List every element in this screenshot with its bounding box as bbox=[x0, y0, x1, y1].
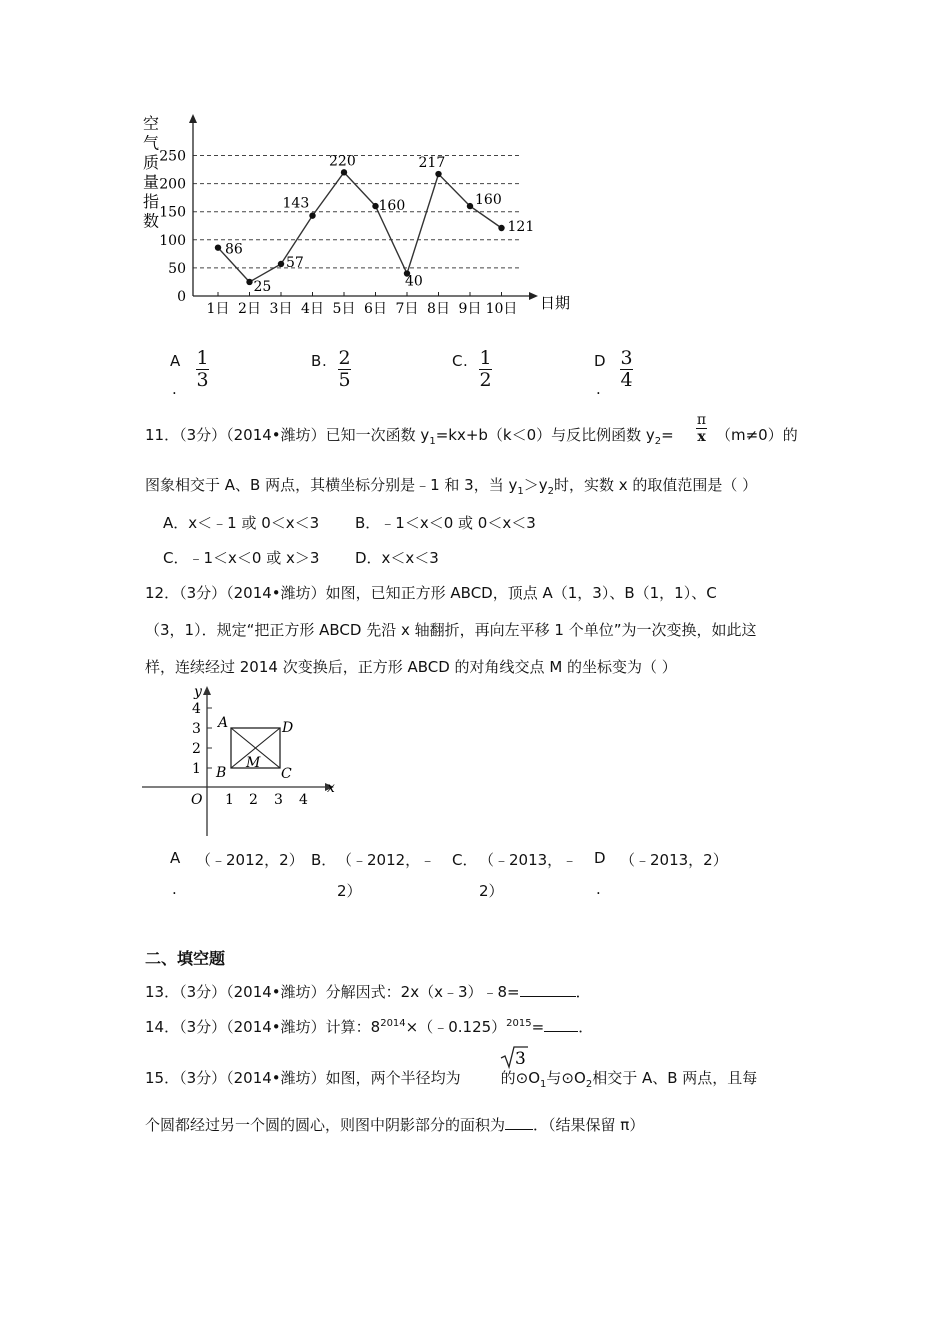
q15-text-end: ．（结果保留 π） bbox=[533, 1116, 645, 1134]
data-point bbox=[246, 279, 252, 285]
q15-sub: 2 bbox=[585, 1079, 593, 1090]
q15-line1 bbox=[145, 1067, 757, 1090]
q11-text: =kx+b（k＜0）与反比例函数 y bbox=[435, 426, 655, 444]
q11-option-a[interactable]: A．x＜﹣1 或 0＜x＜3 bbox=[163, 514, 320, 532]
q14-line bbox=[145, 1016, 593, 1037]
data-point bbox=[341, 169, 347, 175]
q11-sub: 2 bbox=[654, 436, 662, 447]
q12-option-b-value-1[interactable]: （﹣2012，﹣ bbox=[337, 851, 436, 869]
series-line bbox=[218, 172, 502, 282]
x-tick-label: 6日 bbox=[364, 301, 387, 317]
q15-text: 15．（3分）（2014•潍坊）如图，两个半径均为 bbox=[145, 1069, 461, 1087]
q15-text: 与⊙O bbox=[546, 1069, 586, 1087]
q12-stem-line2: （3，1）．规定“把正方形 ABCD 先沿 x 轴翻折，再向左平移 1 个单位”为一次变换，如此这 bbox=[145, 621, 757, 639]
q10-option-c-dot: . bbox=[463, 352, 468, 370]
q12-option-c-label[interactable]: C． bbox=[452, 851, 478, 869]
y-axis-label-char: 质 bbox=[142, 153, 160, 172]
q11-option-d[interactable]: D．x＜x＜3 bbox=[355, 549, 439, 567]
q14-answer-blank[interactable] bbox=[544, 1017, 578, 1032]
x-tick-label: 10日 bbox=[485, 301, 518, 317]
numerator: 2 bbox=[338, 347, 351, 369]
y-axis-label-char: 数 bbox=[142, 211, 160, 231]
q14-text: = bbox=[531, 1018, 545, 1036]
q10-option-c-letter[interactable]: C bbox=[452, 352, 463, 370]
q15-text: 相交于 A、B 两点，且每 bbox=[592, 1069, 758, 1087]
data-label: 217 bbox=[418, 155, 446, 172]
q10-option-c-fraction bbox=[479, 348, 492, 391]
x-axis-label: x bbox=[327, 780, 335, 796]
numerator: π bbox=[696, 412, 707, 428]
y-axis-label-char: 指 bbox=[142, 192, 160, 211]
q14-exponent: 2015 bbox=[506, 1018, 532, 1029]
q13-line bbox=[145, 981, 591, 1002]
q14-text: 14．（3分）（2014•潍坊）计算：8 bbox=[145, 1018, 381, 1036]
q10-option-d-dot: . bbox=[596, 380, 601, 398]
x-tick-label: 3日 bbox=[269, 301, 293, 317]
point-c-label: C bbox=[281, 766, 292, 782]
q15-text: 的⊙O bbox=[500, 1069, 541, 1087]
point-b-label: B bbox=[216, 765, 227, 781]
q11-text: 时，实数 x 的取值范围是（ ） bbox=[554, 476, 758, 494]
q13-answer-blank[interactable] bbox=[520, 982, 576, 997]
q14-exponent: 2014 bbox=[380, 1018, 406, 1029]
y-tick-label: 3 bbox=[192, 721, 201, 737]
y-tick-label: 1 bbox=[192, 761, 201, 777]
x-tick-label: 3 bbox=[274, 792, 283, 808]
q10-option-a-dot: . bbox=[172, 380, 177, 398]
denominator: x bbox=[697, 429, 706, 445]
data-label: 160 bbox=[475, 192, 502, 209]
data-label: 86 bbox=[225, 241, 243, 258]
y-axis-label-char: 气 bbox=[142, 133, 160, 153]
q15-text: 个圆都经过另一个圆的圆心，则图中阴影部分的面积为 bbox=[145, 1116, 506, 1134]
y-axis-label: y bbox=[194, 684, 202, 700]
y-axis-arrow bbox=[203, 686, 211, 695]
q12-option-a-letter[interactable]: A bbox=[170, 849, 181, 867]
q12-option-c-value-2[interactable]: 2） bbox=[479, 882, 504, 900]
q11-sub: 1 bbox=[429, 436, 436, 447]
q10-option-d-fraction bbox=[620, 348, 633, 391]
q14-text: ×（﹣0.125） bbox=[405, 1018, 507, 1036]
data-point bbox=[435, 171, 441, 177]
q10-option-d-letter[interactable]: D bbox=[594, 352, 606, 370]
y-tick-label: 250 bbox=[159, 148, 186, 165]
q11-text: 11．（3分）（2014•潍坊）已知一次函数 y bbox=[145, 426, 430, 444]
q12-stem-line3: 样，连续经过 2014 次变换后，正方形 ABCD 的对角线交点 M 的坐标变为（ ） bbox=[145, 658, 677, 676]
y-axis-label-char: 量 bbox=[142, 172, 160, 192]
q11-stem-line2 bbox=[145, 474, 757, 497]
x-axis-label: 日期 bbox=[540, 294, 571, 312]
data-labels bbox=[225, 153, 534, 295]
x-tick-label: 2 bbox=[249, 792, 258, 808]
numerator: 1 bbox=[479, 347, 492, 369]
data-point bbox=[215, 244, 221, 250]
data-label: 160 bbox=[378, 198, 406, 215]
y-tick-label: 4 bbox=[192, 701, 201, 717]
y-tick-label: 2 bbox=[192, 741, 201, 757]
y-tick-label: 0 bbox=[177, 289, 186, 305]
x-tick-label: 4 bbox=[299, 792, 308, 808]
q11-option-c[interactable]: C．﹣1＜x＜0 或 x＞3 bbox=[163, 549, 320, 567]
y-tick-label: 100 bbox=[159, 232, 186, 249]
q13-text: 13．（3分）（2014•潍坊）分解因式：2x（x﹣3）﹣8= bbox=[145, 983, 520, 1001]
y-axis-label-char: 空 bbox=[142, 114, 160, 133]
x-tick-label: 8日 bbox=[427, 301, 450, 317]
q11-text: 图象相交于 A、B 两点，其横坐标分别是﹣1 和 3，当 y bbox=[145, 476, 518, 494]
data-label: 121 bbox=[507, 218, 535, 235]
q14-text-end: ． bbox=[578, 1018, 594, 1036]
numerator: 3 bbox=[620, 347, 633, 369]
data-point bbox=[309, 212, 315, 218]
q13-text-end: ． bbox=[575, 983, 591, 1001]
q12-option-d-letter[interactable]: D bbox=[594, 849, 606, 867]
data-label: 220 bbox=[329, 153, 356, 170]
denominator: 4 bbox=[620, 369, 633, 391]
data-label: 57 bbox=[286, 254, 304, 271]
x-tick-label: 1 bbox=[225, 792, 234, 808]
y-axis-label bbox=[143, 114, 159, 231]
denominator: 5 bbox=[338, 369, 351, 391]
aqi-line-chart bbox=[140, 110, 580, 325]
denominator: 3 bbox=[196, 369, 209, 391]
q12-option-a-dot: . bbox=[172, 880, 177, 898]
point-a-label: A bbox=[218, 715, 229, 731]
section-heading-fill-blank: 二、填空题 bbox=[145, 949, 226, 968]
data-label: 25 bbox=[253, 278, 272, 295]
q11-sub: 2 bbox=[547, 486, 554, 497]
x-tick-label: 5日 bbox=[332, 301, 356, 317]
q11-text: ＞y bbox=[523, 476, 548, 494]
data-point bbox=[467, 203, 473, 209]
q11-stem-line1-end: （m≠0）的 bbox=[716, 426, 798, 444]
denominator: 2 bbox=[479, 369, 492, 391]
q12-stem-line1: 12．（3分）（2014•潍坊）如图，已知正方形 ABCD，顶点 A（1，3）、B（1，1）、C bbox=[145, 584, 717, 602]
origin-label: O bbox=[191, 792, 203, 808]
q10-option-a-fraction bbox=[196, 348, 209, 391]
q12-option-b-label[interactable]: B． bbox=[311, 851, 337, 869]
x-tick-label: 9日 bbox=[458, 301, 482, 317]
y-axis-arrow bbox=[189, 114, 197, 123]
x-tick-label: 4日 bbox=[301, 301, 324, 317]
q12-option-d-dot: . bbox=[596, 880, 601, 898]
data-label: 143 bbox=[282, 195, 310, 212]
q12-option-a-value[interactable]: （﹣2012，2） bbox=[196, 851, 304, 869]
q15-sub: 1 bbox=[540, 1079, 547, 1090]
q12-coordinate-figure bbox=[140, 680, 350, 840]
point-m-label: M bbox=[246, 755, 261, 771]
q15-answer-blank[interactable] bbox=[505, 1115, 533, 1130]
q11-option-b[interactable]: B．﹣1＜x＜0 或 0＜x＜3 bbox=[355, 514, 536, 532]
x-tick-label: 1日 bbox=[206, 301, 230, 317]
y-tick-labels bbox=[159, 149, 186, 306]
radicand: 3 bbox=[515, 1049, 526, 1069]
q12-option-d-value[interactable]: （﹣2013，2） bbox=[620, 851, 728, 869]
x-tick-label: 2日 bbox=[238, 301, 261, 317]
q12-option-b-value-2[interactable]: 2） bbox=[337, 882, 362, 900]
data-point bbox=[498, 225, 504, 231]
q15-line2 bbox=[145, 1114, 644, 1135]
q10-option-b-fraction bbox=[338, 348, 351, 391]
y-tick-label: 200 bbox=[159, 176, 186, 193]
data-point bbox=[278, 261, 284, 267]
q11-sub: 1 bbox=[517, 486, 524, 497]
x-tick-label: 7日 bbox=[395, 301, 419, 317]
q10-option-b-dot: . bbox=[322, 352, 327, 370]
x-axis-arrow bbox=[529, 292, 538, 300]
q10-option-b-letter[interactable]: B bbox=[311, 352, 322, 370]
q10-option-a-letter[interactable]: A bbox=[170, 352, 181, 370]
y-tick-label: 50 bbox=[168, 260, 186, 277]
q11-stem-line1 bbox=[145, 424, 674, 447]
data-label: 40 bbox=[405, 273, 423, 290]
q11-fraction-pi-over-x bbox=[696, 412, 707, 445]
numerator: 1 bbox=[196, 347, 209, 369]
y-tick-label: 150 bbox=[159, 204, 186, 221]
q11-text: = bbox=[661, 426, 674, 444]
point-d-label: D bbox=[282, 720, 294, 736]
q12-option-c-value-1[interactable]: （﹣2013，﹣ bbox=[479, 851, 578, 869]
